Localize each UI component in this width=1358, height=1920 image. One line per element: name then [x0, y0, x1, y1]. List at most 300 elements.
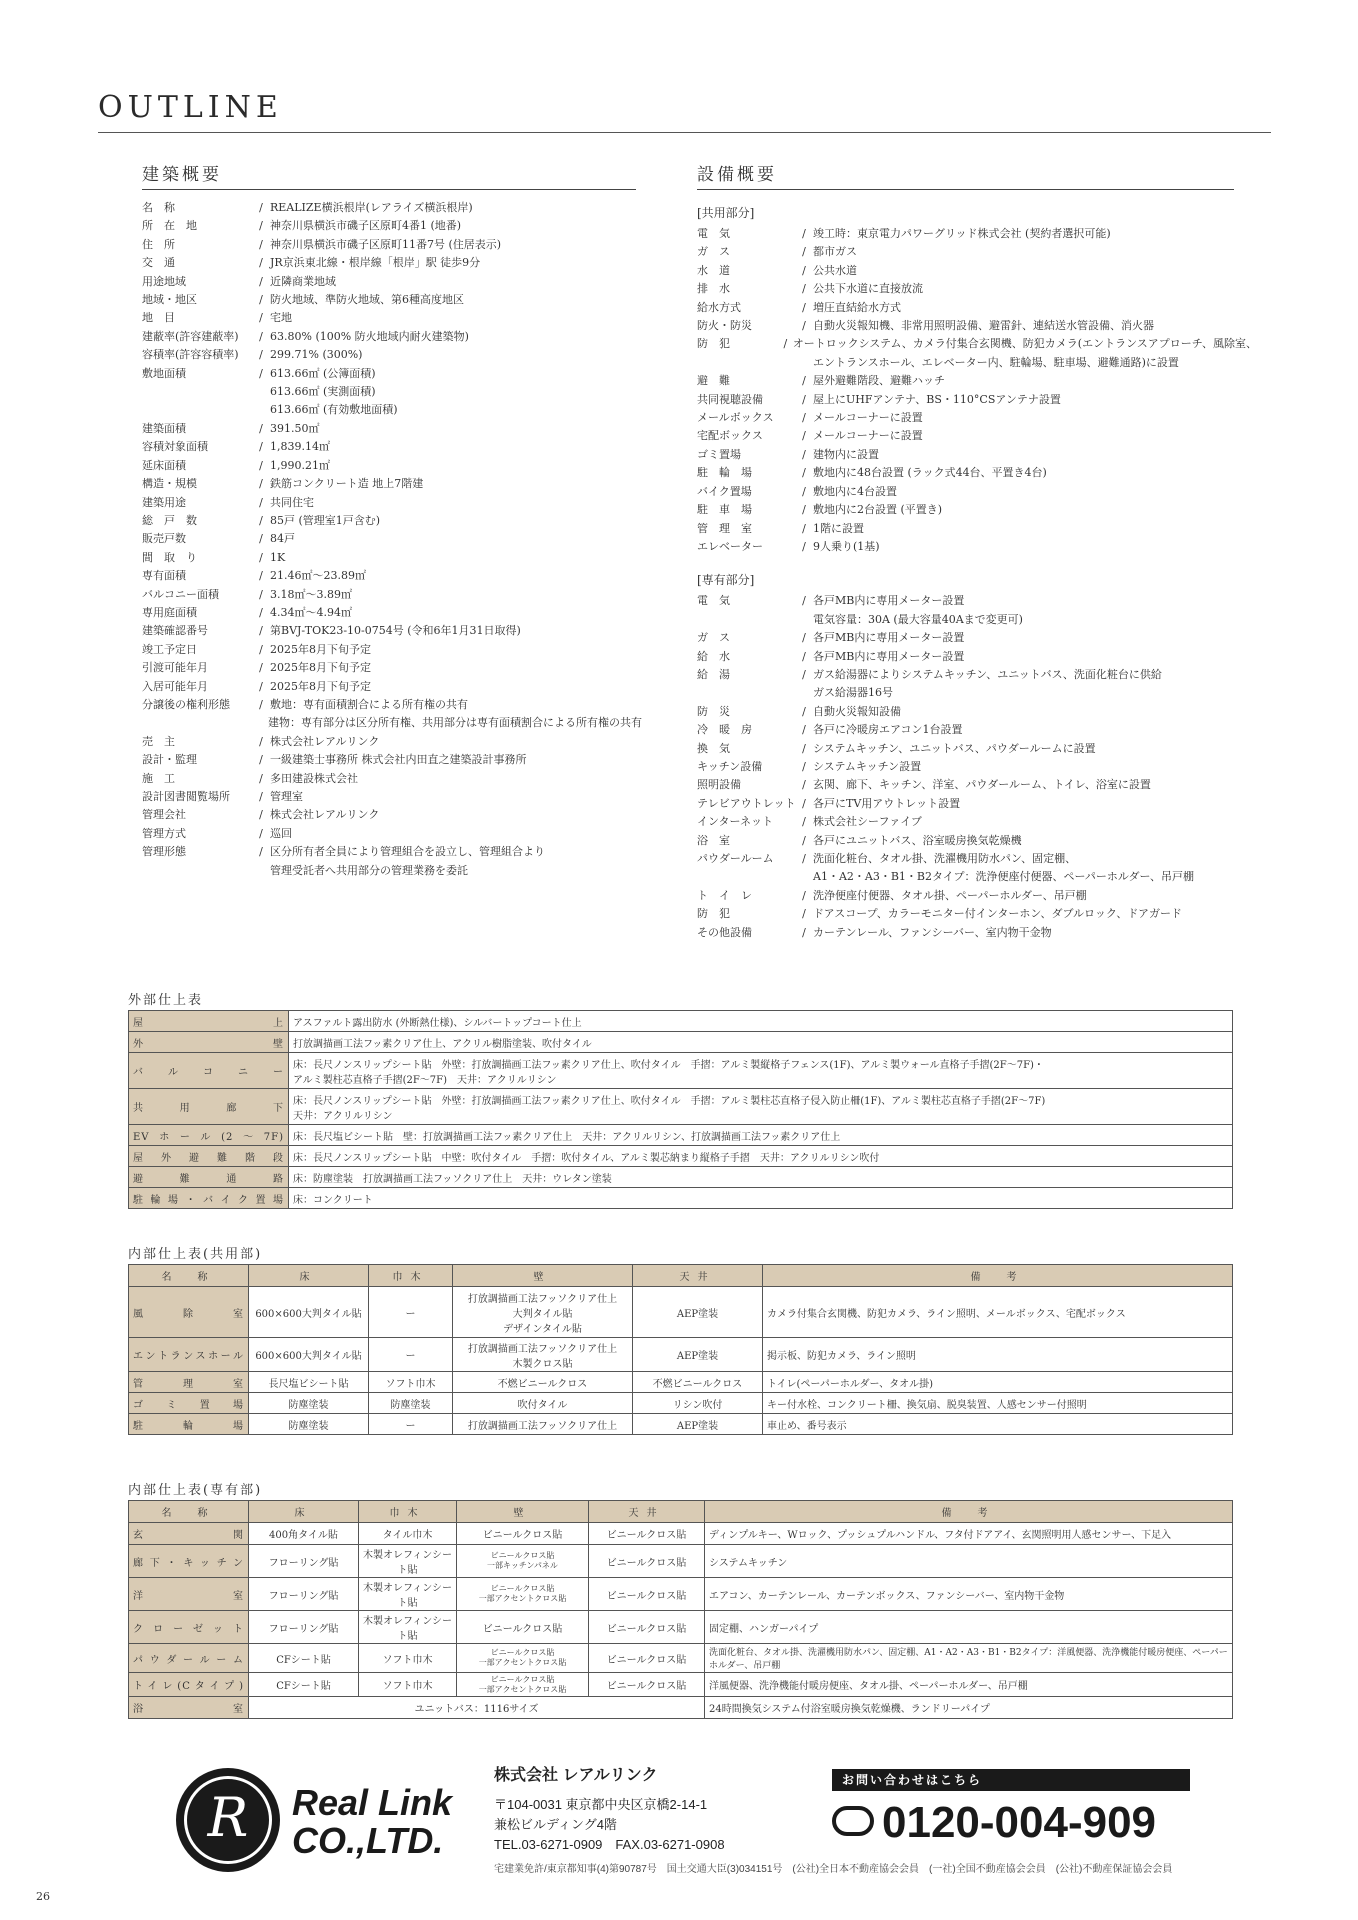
table-row: [129, 1011, 1233, 1032]
spec-row: [697, 409, 1257, 427]
spec-label: 管理会社: [142, 808, 186, 822]
row-label: EVホール(2～7F): [129, 1125, 289, 1146]
row-label: 廊下・キッチン: [129, 1545, 249, 1578]
spec-label: 管 理 室: [697, 521, 752, 535]
cell: ユニットバス：1116サイズ: [249, 1697, 705, 1719]
cell: 不燃ビニールクロス: [633, 1372, 763, 1393]
spec-row: [697, 887, 1257, 905]
column-header: 備 考: [763, 1265, 1233, 1287]
spec-row: [697, 243, 1257, 261]
cell: 木製オレフィンシート貼: [359, 1611, 457, 1644]
separator: /: [783, 337, 788, 351]
spec-label: バルコニー面積: [142, 587, 219, 601]
cell: エアコン、カーテンレール、カーテンボックス、ファンシーバー、室内物干金物: [705, 1578, 1233, 1611]
cell: ビニールクロス貼 一部アクセントクロス貼: [457, 1578, 589, 1611]
separator: /: [259, 311, 263, 325]
column-header: 壁: [453, 1265, 633, 1287]
spec-label: [142, 714, 250, 732]
spec-row: [142, 494, 642, 512]
separator: /: [802, 484, 806, 498]
separator: /: [259, 550, 263, 564]
spec-label: 総 戸 数: [142, 513, 197, 527]
cell: トイレ(ペーパーホルダー、タオル掛): [763, 1372, 1233, 1393]
spec-value: 各戸に冷暖房エアコン1台設置: [813, 723, 963, 737]
table-row: [129, 1545, 1233, 1578]
spec-value: 自動火災報知設備: [813, 704, 901, 718]
separator: /: [259, 753, 263, 767]
spec-value: メールコーナーに設置: [813, 411, 923, 425]
spec-value: カーテンレール、ファンシーバー、室内物干金物: [813, 925, 1052, 939]
spec-value: 84戸: [270, 532, 295, 546]
spec-label: ト イ レ: [697, 888, 752, 902]
cell: 防塵塗装: [249, 1414, 369, 1435]
interior-common-table: [128, 1264, 1233, 1435]
spec-label: 駐 車 場: [697, 503, 752, 517]
separator: /: [259, 569, 263, 583]
spec-label: 電 気: [697, 594, 730, 608]
table-row: [129, 1089, 1233, 1125]
spec-row: [142, 622, 642, 640]
spec-value: ドアスコープ、カラーモニター付インターホン、ダブルロック、ドアガード: [813, 907, 1182, 921]
spec-label: 敷地面積: [142, 366, 186, 380]
cell: 木製オレフィンシート貼: [359, 1545, 457, 1578]
spec-row: [142, 567, 642, 585]
spec-row: [697, 648, 1257, 666]
spec-value: 各戸MB内に専用メーター設置: [813, 594, 965, 608]
row-label: 浴室: [129, 1697, 249, 1719]
separator: /: [259, 661, 263, 675]
spec-row: [142, 273, 642, 291]
spec-value: 391.50㎡: [270, 421, 320, 435]
row-label: エントランスホール: [129, 1338, 249, 1372]
table-row: [129, 1644, 1233, 1673]
row-value: 床：防塵塗装 打放調描画工法フッソクリア仕上 天井：ウレタン塗装: [289, 1167, 1233, 1188]
row-label: 風除室: [129, 1287, 249, 1338]
separator: /: [259, 477, 263, 491]
title-divider: [98, 132, 1271, 133]
separator: /: [259, 513, 263, 527]
spec-value: 85戸 (管理室1戸含む): [270, 513, 381, 527]
separator: /: [259, 790, 263, 803]
separator: [795, 354, 813, 372]
spec-label: 排 水: [697, 282, 730, 296]
spec-value: 1K: [270, 550, 286, 564]
separator: /: [259, 458, 263, 472]
row-label: 避難通路: [129, 1167, 289, 1188]
separator: /: [259, 771, 263, 785]
spec-label: 施 工: [142, 771, 175, 785]
spec-value: 区分所有者全員により管理組合を設立し、管理組合より: [270, 845, 545, 859]
exterior-table-title: 外部仕上表: [128, 993, 204, 1008]
spec-value: 屋上にUHFアンテナ、BS・110°CSアンテナ設置: [813, 392, 1061, 406]
spec-value: 洗浄便座付便器、タオル掛、ペーパーホルダー、吊戸棚: [813, 888, 1087, 902]
brand-wordmark: [292, 1784, 452, 1860]
column-header: 天井: [633, 1265, 763, 1287]
row-label: クローゼット: [129, 1611, 249, 1644]
spec-row: [697, 280, 1257, 298]
separator: /: [802, 815, 806, 829]
spec-row: [142, 217, 642, 235]
private-equipment-list: [697, 592, 1257, 942]
spec-row: [142, 788, 642, 806]
spec-label: 建築確認番号: [142, 624, 208, 638]
spec-value: 電気容量：30A (最大容量40Aまで変更可): [813, 612, 1023, 626]
table-row: [129, 1125, 1233, 1146]
table-row: [129, 1032, 1233, 1053]
spec-row: [697, 629, 1257, 647]
freedial-number[interactable]: [832, 1798, 1156, 1848]
logo-monogram: R: [207, 1786, 249, 1849]
common-equipment-list: [697, 225, 1257, 556]
row-label: パウダールーム: [129, 1644, 249, 1673]
column-header: 巾木: [359, 1501, 457, 1523]
row-label: 外 壁: [129, 1032, 289, 1053]
cell: ー: [369, 1338, 453, 1372]
separator: [250, 714, 268, 732]
spec-label: 給水方式: [697, 300, 741, 314]
table-row: [129, 1578, 1233, 1611]
spec-label: 用途地域: [142, 274, 186, 288]
spec-value: 第BVJ-TOK23-10-0754号 (令和6年1月31日取得): [270, 624, 521, 638]
spec-label: パウダールーム: [697, 852, 774, 865]
cell: システムキッチン: [705, 1545, 1233, 1578]
spec-label: 共同視聴設備: [697, 392, 763, 406]
separator: /: [259, 440, 263, 454]
separator: /: [802, 263, 806, 277]
spec-row: [142, 401, 642, 419]
cell: フローリング貼: [249, 1578, 359, 1611]
spec-label: [142, 862, 252, 880]
spec-value: 21.46㎡～23.89㎡: [270, 569, 366, 583]
company-address-1: 〒104-0031 東京都中央区京橋2-14-1: [494, 1797, 708, 1812]
row-label: バルコニー: [129, 1053, 289, 1089]
cell: ビニールクロス貼: [589, 1545, 705, 1578]
row-label: 共用廊下: [129, 1089, 289, 1125]
spec-label: 給 水: [697, 649, 730, 663]
spec-row: [142, 751, 642, 769]
spec-row: [142, 604, 642, 622]
separator: /: [802, 907, 806, 921]
spec-value: 2025年8月下旬予定: [270, 679, 371, 693]
separator: /: [802, 282, 806, 296]
building-heading: 建築概要: [142, 165, 222, 185]
spec-label: 分譲後の権利形態: [142, 697, 230, 711]
company-info: [494, 1762, 725, 1855]
separator: /: [802, 300, 806, 314]
spec-value: 公共水道: [813, 263, 857, 277]
spec-value: JR京浜東北線・根岸線「根岸」駅 徒歩9分: [270, 256, 481, 270]
spec-value: オートロックシステム、カメラ付集合玄関機、防犯カメラ(エントランスアプローチ、風除室、: [792, 337, 1257, 351]
freedial-icon: [832, 1806, 874, 1836]
spec-value: システムキッチン設置: [813, 759, 922, 773]
spec-row: [697, 335, 1257, 353]
separator: /: [259, 293, 263, 307]
column-header: 壁: [457, 1501, 589, 1523]
spec-label: 換 気: [697, 741, 730, 755]
separator: [252, 383, 270, 401]
cell: 掲示板、防犯カメラ、ライン照明: [763, 1338, 1233, 1372]
spec-row: [697, 758, 1257, 776]
spec-row: [142, 714, 642, 732]
spec-label: [697, 611, 795, 629]
spec-label: [142, 401, 252, 419]
company-contact: TEL.03-6271-0909 FAX.03-6271-0908: [494, 1837, 725, 1852]
separator: /: [802, 411, 806, 425]
spec-row: [697, 317, 1257, 335]
spec-row: [142, 236, 642, 254]
separator: /: [802, 723, 806, 737]
row-label: 駐輪場: [129, 1414, 249, 1435]
spec-value: 各戸にユニットバス、浴室暖房換気乾燥機: [813, 833, 1022, 847]
cell: ビニールクロス貼 一部キッチンパネル: [457, 1545, 589, 1578]
spec-row: [697, 795, 1257, 813]
private-label: [専有部分]: [697, 573, 755, 588]
cell: ビニールクロス貼 一部アクセントクロス貼: [457, 1644, 589, 1673]
cell: 車止め、番号表示: [763, 1414, 1233, 1435]
spec-row: [142, 512, 642, 530]
table-row: [129, 1697, 1233, 1719]
brand-line-2: CO.,LTD.: [292, 1820, 444, 1861]
spec-value: 613.66㎡ (公簿面積): [270, 366, 376, 380]
spec-label: エレベーター: [697, 539, 763, 553]
spec-label: 電 気: [697, 227, 730, 240]
spec-value: 各戸MB内に専用メーター設置: [813, 649, 965, 663]
separator: [252, 862, 270, 880]
column-header: 備 考: [705, 1501, 1233, 1523]
cell: ビニールクロス貼: [589, 1523, 705, 1545]
spec-row: [142, 770, 642, 788]
equipment-divider: [697, 189, 1234, 190]
cell: リシン吹付: [633, 1393, 763, 1414]
cell: 600×600大判タイル貼: [249, 1287, 369, 1338]
separator: /: [802, 649, 806, 663]
separator: /: [802, 667, 806, 681]
spec-label: 所 在 地: [142, 219, 197, 233]
cell: ビニールクロス貼: [589, 1644, 705, 1673]
cell: ソフト巾木: [359, 1644, 457, 1673]
spec-row: [697, 520, 1257, 538]
separator: [795, 684, 813, 702]
spec-label: 延床面積: [142, 458, 186, 472]
row-label: 屋外避難階段: [129, 1146, 289, 1167]
spec-label: 交 通: [142, 256, 175, 270]
spec-value: 神奈川県横浜市磯子区原町11番7号 (住居表示): [270, 237, 502, 251]
separator: /: [802, 925, 806, 939]
cell: AEP塗装: [633, 1287, 763, 1338]
spec-label: 給 湯: [697, 667, 730, 681]
separator: /: [802, 227, 806, 240]
spec-label: 避 難: [697, 374, 730, 388]
separator: /: [259, 201, 263, 214]
spec-row: [697, 501, 1257, 519]
spec-value: 巡回: [270, 826, 292, 840]
spec-row: [697, 924, 1257, 942]
cell: ディンプルキー、Wロック、プッシュプルハンドル、フタ付ドアアイ、玄関照明用人感センサー、下足入: [705, 1523, 1233, 1545]
spec-value: 神奈川県横浜市磯子区原町4番1 (地番): [270, 219, 462, 233]
spec-value: 613.66㎡ (実測面積): [270, 385, 376, 399]
spec-label: 防火・防災: [697, 319, 752, 333]
separator: /: [802, 392, 806, 406]
separator: /: [802, 374, 806, 388]
separator: /: [259, 826, 263, 840]
spec-row: [697, 776, 1257, 794]
spec-row: [142, 475, 642, 493]
spec-label: 専用庭面積: [142, 605, 197, 619]
spec-value: 敷地内に48台設置 (ラック式44台、平置き4台): [813, 466, 1047, 480]
table-row: [129, 1053, 1233, 1089]
spec-row: [142, 199, 642, 217]
company-address-2: 兼松ビルディング4階: [494, 1817, 617, 1832]
table-row: [129, 1393, 1233, 1414]
spec-row: [697, 740, 1257, 758]
spec-row: [142, 254, 642, 272]
cell: キー付水栓、コンクリート柵、換気扇、脱臭装置、人感センサー付照明: [763, 1393, 1233, 1414]
spec-row: [697, 905, 1257, 923]
spec-value: 都市ガス: [813, 245, 857, 259]
spec-label: 容積率(許容容積率): [142, 348, 239, 362]
separator: /: [802, 447, 806, 461]
spec-row: [142, 678, 642, 696]
cell: 打放調描画工法フッソクリア仕上 木製クロス貼: [453, 1338, 633, 1372]
spec-value: 竣工時：東京電力パワーグリッド株式会社 (契約者選択可能): [813, 227, 1111, 240]
spec-row: [697, 225, 1257, 243]
spec-row: [142, 696, 642, 714]
column-header: 名 称: [129, 1501, 249, 1523]
spec-value: 多田建設株式会社: [270, 771, 358, 785]
cell: 400角タイル貼: [249, 1523, 359, 1545]
separator: /: [259, 642, 263, 656]
cell: CFシート貼: [249, 1644, 359, 1673]
spec-row: [142, 549, 642, 567]
separator: /: [802, 741, 806, 755]
separator: /: [259, 421, 263, 435]
separator: /: [802, 245, 806, 259]
spec-value: 玄関、廊下、キッチン、洋室、パウダールーム、トイレ、浴室に設置: [813, 778, 1151, 792]
interior-common-title: 内部仕上表(共用部): [128, 1247, 263, 1262]
spec-row: [697, 592, 1257, 610]
spec-label: 駐 輪 場: [697, 466, 752, 480]
spec-value: 敷地：専有面積割合による所有権の共有: [270, 697, 468, 711]
spec-row: [697, 666, 1257, 684]
spec-label: その他設備: [697, 925, 752, 939]
spec-value: 1,990.21㎡: [270, 458, 330, 472]
separator: /: [259, 587, 263, 601]
column-header: 床: [249, 1501, 359, 1523]
spec-label: 防 犯: [697, 337, 730, 351]
cell: 洗面化粧台、タオル掛、洗濯機用防水パン、固定棚、A1・A2・A3・B1・B2タイプ：洋風便器、洗浄機能付暖房便座、ペーパーホルダー、吊戸棚: [705, 1644, 1233, 1673]
spec-label: 建築用途: [142, 495, 186, 509]
spec-label: 管理形態: [142, 845, 186, 859]
spec-label: 専有面積: [142, 569, 186, 583]
spec-label: [142, 383, 252, 401]
cell: ソフト巾木: [369, 1372, 453, 1393]
spec-row: [142, 659, 642, 677]
spec-value: 敷地内に4台設置: [813, 484, 897, 498]
separator: /: [259, 274, 263, 288]
cell: AEP塗装: [633, 1414, 763, 1435]
spec-label: 設計・監理: [142, 753, 197, 767]
cell: ビニールクロス貼: [589, 1578, 705, 1611]
spec-value: 共同住宅: [270, 495, 314, 509]
spec-row: [142, 438, 642, 456]
row-value: アスファルト露出防水 (外断熱仕様)、シルバートップコート仕上: [289, 1011, 1233, 1032]
table-row: [129, 1372, 1233, 1393]
cell: 防塵塗装: [369, 1393, 453, 1414]
page-number: 26: [36, 1890, 50, 1903]
separator: /: [802, 429, 806, 443]
cell: 固定棚、ハンガーパイプ: [705, 1611, 1233, 1644]
spec-value: 1,839.14㎡: [270, 440, 330, 454]
table-row: [129, 1673, 1233, 1697]
table-row: [129, 1287, 1233, 1338]
row-label: ゴミ置場: [129, 1393, 249, 1414]
separator: /: [802, 503, 806, 517]
spec-row: [697, 483, 1257, 501]
cell: ソフト巾木: [359, 1673, 457, 1697]
separator: /: [259, 624, 263, 638]
cell: ビニールクロス貼: [589, 1611, 705, 1644]
cell: タイル巾木: [359, 1523, 457, 1545]
separator: /: [259, 679, 263, 693]
spec-row: [697, 354, 1257, 372]
table-row: [129, 1167, 1233, 1188]
spec-label: 住 所: [142, 237, 175, 251]
table-row: [129, 1414, 1233, 1435]
spec-value: 管理受託者へ共用部分の管理業務を委託: [270, 863, 468, 877]
cell: ビニールクロス貼: [589, 1673, 705, 1697]
cell: 24時間換気システム付浴室暖房換気乾燥機、ランドリーパイプ: [705, 1697, 1233, 1719]
spec-value: 増圧直結給水方式: [813, 300, 901, 314]
spec-label: 建蔽率(許容建蔽率): [142, 329, 239, 343]
cell: ビニールクロス貼: [457, 1611, 589, 1644]
cell: 不燃ビニールクロス: [453, 1372, 633, 1393]
table-row: [129, 1188, 1233, 1209]
spec-value: 洗面化粧台、タオル掛、洗濯機用防水パン、固定棚、: [813, 852, 1077, 865]
spec-value: 各戸にTV用アウトレット設置: [813, 796, 961, 810]
separator: /: [259, 219, 263, 233]
spec-value: 管理室: [270, 790, 303, 803]
spec-label: 引渡可能年月: [142, 661, 208, 675]
spec-value: 4.34㎡～4.94㎡: [270, 605, 352, 619]
spec-row: [142, 825, 642, 843]
spec-label: バイク置場: [697, 484, 752, 498]
row-value: 床：コンクリート: [289, 1188, 1233, 1209]
spec-row: [697, 832, 1257, 850]
separator: /: [802, 521, 806, 535]
equipment-spec-list: [697, 199, 1257, 942]
separator: /: [259, 532, 263, 546]
spec-row: [142, 530, 642, 548]
spec-value: 1階に設置: [813, 521, 864, 535]
exterior-finish-table: [128, 1010, 1233, 1209]
row-value: 床：長尺ノンスリップシート貼 中壁：吹付タイル 手摺：吹付タイル、アルミ製芯納まり縦格子手摺 天井：アクリルリシン吹付: [289, 1146, 1233, 1167]
spec-value: 613.66㎡ (有効敷地面積): [270, 403, 398, 417]
spec-label: 照明設備: [697, 778, 741, 792]
spec-value: REALIZE横浜根岸(レアライズ横浜根岸): [270, 201, 473, 214]
table-row: [129, 1338, 1233, 1372]
phone-number: 0120-004-909: [882, 1798, 1157, 1847]
building-spec-list: [142, 199, 642, 880]
spec-value: ガス給湯器によりシステムキッチン、ユニットバス、洗面化粧台に供給: [813, 667, 1162, 681]
spec-value: ガス給湯器16号: [813, 686, 893, 700]
spec-label: [697, 684, 795, 702]
cell: AEP塗装: [633, 1338, 763, 1372]
row-value: 床：長尺ノンスリップシート貼 外壁：打放調描画工法フッ素クリア仕上、吹付タイル 手摺：アルミ製縦格子フェンス(1F)、アルミ製ウォール直格子手摺(2F～7F)・ アルミ製柱芯直格子手摺(2F～7F) 天井：アクリルリシン: [289, 1053, 1233, 1089]
spec-value: 株式会社レアルリンク: [270, 808, 380, 822]
spec-row: [142, 291, 642, 309]
spec-row: [142, 641, 642, 659]
spec-value: 宅地: [270, 311, 292, 325]
